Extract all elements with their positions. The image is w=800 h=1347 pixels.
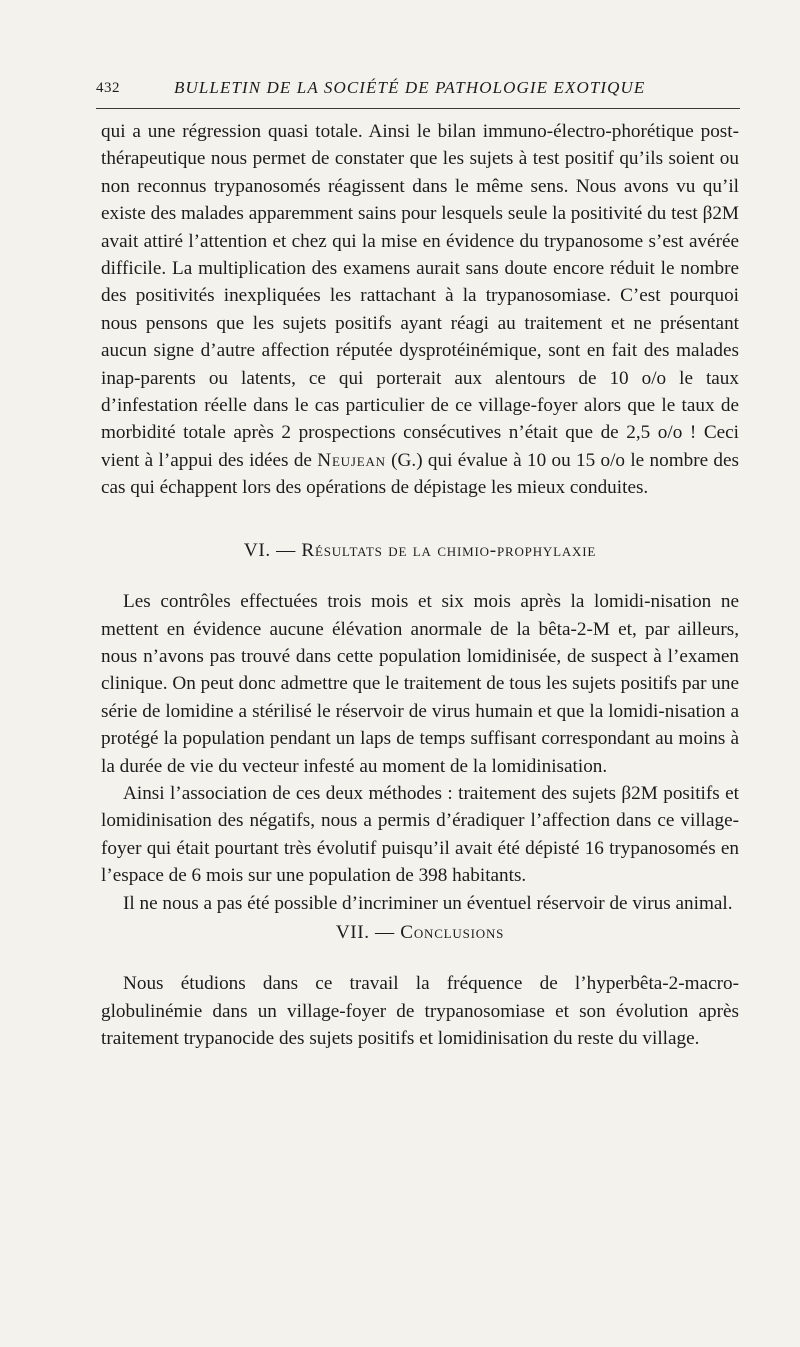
journal-title: BULLETIN DE LA SOCIÉTÉ DE PATHOLOGIE EXOTIQUE [174, 78, 646, 97]
running-header [96, 78, 750, 102]
header-rule [96, 108, 740, 109]
section-heading-6 [101, 537, 739, 564]
section-number: VI. — [243, 539, 302, 561]
section-heading-7 [101, 919, 739, 946]
paragraph: Ainsi l’association de ces deux méthodes : traitement des sujets β2M positifs et lomidinisation des négatifs, nous a permis d’éradiquer l’affection dans ce village-foyer qui était pourtant très évolutif puisqu’il avait été dépisté 16 trypanosomés en l’espace de 6 mois sur une population de 398 habitants. [101, 782, 739, 887]
author-name: Neujean [317, 449, 386, 471]
paragraph-text-end: (G.) qui évalue à 10 ou 15 o/o le nombre des cas qui échappent lors des opérations de dépistage les mieux conduites. [101, 449, 740, 499]
paragraph-text: qui a une régression quasi totale. Ainsi le bilan immuno-électro-phorétique post-thérapeutique nous permet de constater que les sujets à test positif qu’ils soient ou non reconnus trypanosomés réagissent dans le même sens. Nous avons vu qu’il existe des malades apparemment sains pour lesquels seule la positivité du test β2M avait attiré l’attention et chez qui la mise en évidence du trypanosome s’est avérée difficile. La multiplication des examens aurait sans doute encore réduit le nombre des positivités inexpliquées les rattachant à la trypanosomiase. C’est pourquoi nous pensons que les sujets positifs ayant réagi au traitement et ne présentant aucun signe d’autre affection réputée dysprotéinémique, sont en fait des malades inap-parents ou latents, ce qui porterait aux alentours de 10 o/o le taux d’infestation réelle dans le cas particulier de ce village-foyer alors que le taux de morbidité totale après 2 prospections consécutives n’était que de 2,5 o/o ! Ceci vient à l’appui des idées de [101, 121, 739, 471]
section-title: Résultats de la chimio-prophylaxie [301, 539, 597, 561]
section-title: Conclusions [400, 921, 505, 943]
paragraph: Les contrôles effectuées trois mois et six mois après la lomidi-nisation ne mettent en évidence aucune élévation anormale de la bêta-2-M et, par ailleurs, nous n’avons pas trouvé dans cette population lomidinisée, de suspect à l’examen clinique. On peut donc admettre que le traitement de tous les sujets positifs par une série de lomidine a stérilisé le réservoir de virus humain et que la lomidi-nisation a protégé la population pendant un laps de temps suffisant correspondant au moins à la durée de vie du vecteur infesté au moment de la lomidinisation. [101, 591, 739, 777]
paragraph: Nous étudions dans ce travail la fréquence de l’hyperbêta-2-macro-globulinémie dans un village-foyer de trypanosomiase et son évolution après traitement trypanocide des sujets positifs et lomidinisation du reste du village. [101, 973, 739, 1050]
section-number: VII. — [335, 921, 401, 943]
page-number: 432 [96, 80, 120, 96]
paragraph-continued [101, 118, 739, 502]
article-body [101, 118, 739, 1053]
paragraph: Il ne nous a pas été possible d’incriminer un éventuel réservoir de virus animal. [123, 892, 733, 914]
